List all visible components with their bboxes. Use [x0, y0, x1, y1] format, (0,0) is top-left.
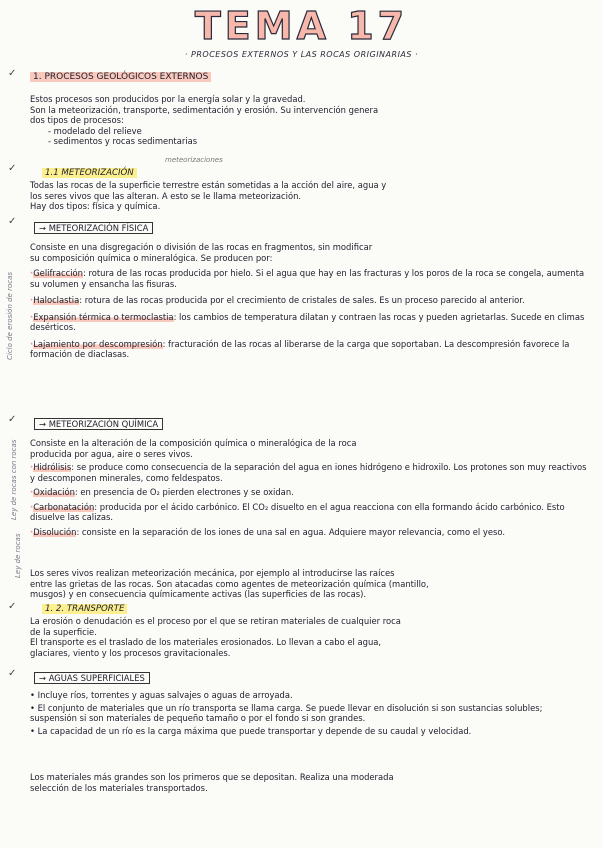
- boxed-heading: → METEORIZACIÓN FÍSICA: [34, 222, 153, 234]
- section-body: Los seres vivos realizan meteorización mecánica, por ejemplo al introducirse las raíces entre las grietas de las rocas. Son atacadas como agentes de meteorización química (mantillo, musgos) y en consecuencia químicamente activas (las superficies de las rocas).: [30, 568, 429, 599]
- margin-note: Ley de rocas con rocas: [10, 439, 18, 520]
- margin-note: Ley de rocas: [14, 533, 22, 578]
- page-subtitle: · PROCESOS EXTERNOS Y LAS ROCAS ORIGINARIAS ·: [184, 50, 419, 59]
- subsection-heading: 1.1 METEORIZACIÓN: [42, 168, 137, 178]
- check-mark-icon: ✓: [8, 216, 17, 227]
- check-mark-icon: ✓: [8, 414, 17, 425]
- definition-list: ·Hidrólisis: se produce como consecuencia de la separación del agua en iones hidrógeno e hidroxilo. Los protones son muy reactivos y descomponen minerales, como feldespatos. ·Oxidación: en presencia de O₂ pierden electrones y se oxidan. ·Carbonatación: producida por el ácido carbónico. El CO₂ disuelto en el agua reacciona con ella formando ácido carbónico. Esto disuelve las calizas. ·Disolución: consiste en la separación de los iones de una sal en agua. Adquiere mayor relevancia, como el yeso.: [30, 462, 587, 537]
- section-heading: 1. PROCESOS GEOLÓGICOS EXTERNOS: [30, 72, 211, 82]
- section-body: Los materiales más grandes son los primeros que se depositan. Realiza una moderada selección de los materiales transportados.: [30, 772, 394, 793]
- definition-list: ·Gelifracción: rotura de las rocas producida por hielo. Si el agua que hay en las fracturas y los poros de la roca se congela, aumenta su volumen y ensancha las fisuras. ·Haloclastia: rotura de las rocas producida por el crecimiento de cristales de sales. Es un proceso parecido al anterior. ·Expansión térmica o termoclastia: los cambios de temperatura dilatan y contraen las rocas y pueden agrietarlas. Sucede en climas desérticos. ·Lajamiento por descompresión: fracturación de las rocas al liberarse de la carga que soportaban. La descompresión favorece la formación de diaclasas.: [30, 268, 585, 359]
- check-mark-icon: ✓: [8, 68, 17, 79]
- section-body: Consiste en la alteración de la composición química o mineralógica de la roca producida por agua, aire o seres vivos.: [30, 438, 357, 459]
- check-mark-icon: ✓: [8, 163, 17, 174]
- section-body: Todas las rocas de la superficie terrestre están sometidas a la acción del aire, agua y los seres vivos que las alteran. A esto se le llama meteorización. Hay dos tipos: física y química.: [30, 180, 387, 211]
- page-title: TEMA 17: [194, 4, 409, 48]
- section-body: La erosión o denudación es el proceso por el que se retiran materiales de cualquier roca de la superficie. El transporte es el traslado de los materiales erosionados. Lo llevan a cabo el agua, glaciares, viento y los procesos gravitacionales.: [30, 616, 401, 658]
- check-mark-icon: ✓: [8, 668, 17, 679]
- handwritten-annotation: meteorizaciones: [165, 156, 223, 164]
- section-body: Consiste en una disgregación o división de las rocas en fragmentos, sin modificar su composición química o mineralógica. Se producen por:: [30, 242, 373, 263]
- margin-note: Ciclo de erosión de rocas: [6, 271, 14, 360]
- subsection-heading: 1. 2. TRANSPORTE: [42, 604, 127, 614]
- section-body: Estos procesos son producidos por la energía solar y la gravedad. Son la meteorización, transporte, sedimentación y erosión. Su intervención genera dos tipos de procesos: - modelado del relieve - sedimentos y rocas sedimentarias: [30, 94, 379, 146]
- boxed-heading: → METEORIZACIÓN QUÍMICA: [34, 418, 163, 430]
- check-mark-icon: ✓: [8, 601, 17, 612]
- bullet-list: • Incluye ríos, torrentes y aguas salvajes o aguas de arroyada. • El conjunto de materiales que un río transporta se llama carga. Se puede llevar en disolución si son sustancias solubles; suspensión si son materiales de pequeño tamaño o por el fondo si son grandes. • La capacidad de un río es la carga máxima que puede transportar y depende de su caudal y velocidad.: [30, 690, 543, 736]
- boxed-heading: → AGUAS SUPERFICIALES: [34, 672, 150, 684]
